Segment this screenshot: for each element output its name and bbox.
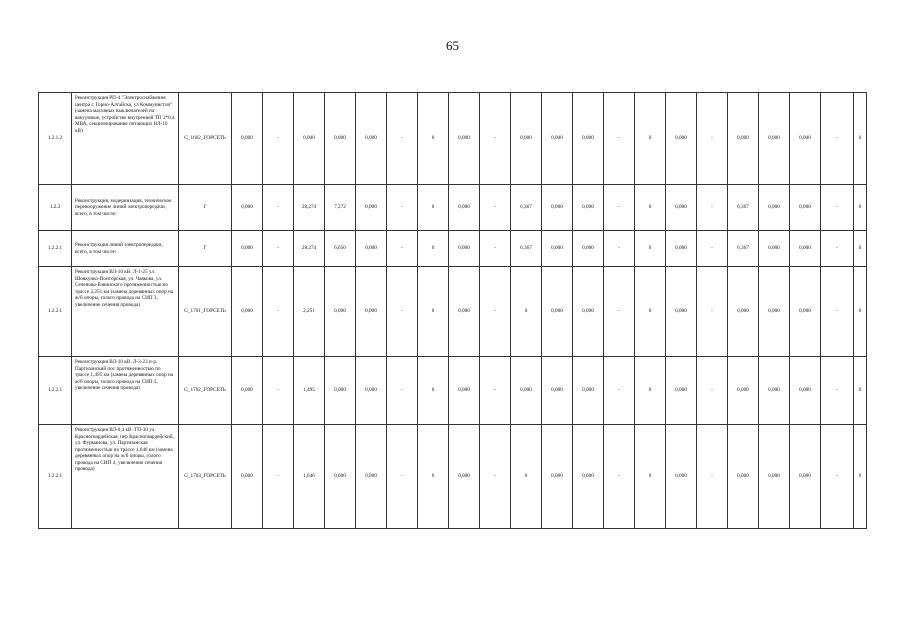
value-cell: - bbox=[697, 425, 728, 529]
value-cell: 0,000 bbox=[232, 267, 263, 357]
value-cell: 0 bbox=[418, 425, 449, 529]
value-cell: - bbox=[263, 357, 294, 425]
table-row bbox=[39, 93, 867, 185]
value-cell: 6,367 bbox=[511, 185, 542, 231]
value-cell: - bbox=[697, 267, 728, 357]
value-cell: 0,000 bbox=[542, 425, 573, 529]
value-cell: - bbox=[480, 185, 511, 231]
value-cell: - bbox=[604, 267, 635, 357]
value-cell: 0,000 bbox=[449, 185, 480, 231]
value-cell: 0,000 bbox=[449, 93, 480, 185]
value-cell: 0 bbox=[854, 93, 867, 185]
value-cell: 0,000 bbox=[666, 425, 697, 529]
value-cell: - bbox=[387, 231, 418, 267]
value-cell: 0,000 bbox=[728, 425, 759, 529]
value-cell: 0,000 bbox=[666, 185, 697, 231]
value-cell: 0 bbox=[854, 425, 867, 529]
value-cell: 0,000 bbox=[790, 231, 821, 267]
row-code: G_1701_ГОРСЕТЬ bbox=[179, 267, 232, 357]
value-cell: - bbox=[480, 357, 511, 425]
value-cell: 6,367 bbox=[511, 231, 542, 267]
value-cell: 0,000 bbox=[449, 425, 480, 529]
value-cell: - bbox=[697, 357, 728, 425]
value-cell: 0,000 bbox=[232, 231, 263, 267]
value-cell: - bbox=[387, 357, 418, 425]
row-number: 1.2.2.1 bbox=[39, 231, 72, 267]
table-row bbox=[39, 357, 867, 425]
value-cell: 0,000 bbox=[666, 267, 697, 357]
value-cell: 0,000 bbox=[759, 357, 790, 425]
value-cell: 0,000 bbox=[542, 231, 573, 267]
value-cell: 0,000 bbox=[573, 425, 604, 529]
value-cell: 0,000 bbox=[728, 93, 759, 185]
value-cell: - bbox=[480, 425, 511, 529]
value-cell: - bbox=[387, 93, 418, 185]
value-cell: 0,000 bbox=[449, 357, 480, 425]
value-cell: 6,367 bbox=[728, 231, 759, 267]
table-row bbox=[39, 231, 867, 267]
table-body bbox=[39, 93, 867, 529]
value-cell: 0,000 bbox=[232, 185, 263, 231]
value-cell: 0,000 bbox=[573, 231, 604, 267]
value-cell: 0,000 bbox=[759, 425, 790, 529]
value-cell: 0,000 bbox=[728, 267, 759, 357]
value-cell: - bbox=[821, 185, 854, 231]
value-cell: 28,274 bbox=[294, 185, 325, 231]
value-cell: - bbox=[263, 231, 294, 267]
value-cell: 0,000 bbox=[356, 93, 387, 185]
value-cell: 0,000 bbox=[232, 425, 263, 529]
value-cell: 0,000 bbox=[449, 231, 480, 267]
value-cell: 0,000 bbox=[542, 267, 573, 357]
row-number: 1.2.2.1 bbox=[39, 357, 72, 425]
value-cell: 0,000 bbox=[790, 267, 821, 357]
value-cell: 0 bbox=[418, 93, 449, 185]
value-cell: 0,000 bbox=[759, 231, 790, 267]
value-cell: 0,000 bbox=[325, 425, 356, 529]
value-cell: 0,000 bbox=[666, 231, 697, 267]
value-cell: 0 bbox=[854, 267, 867, 357]
value-cell: - bbox=[821, 267, 854, 357]
value-cell: 0 bbox=[635, 231, 666, 267]
value-cell: 0,000 bbox=[666, 93, 697, 185]
value-cell: 0,000 bbox=[511, 357, 542, 425]
row-code: Г bbox=[179, 231, 232, 267]
value-cell: 0,000 bbox=[294, 93, 325, 185]
value-cell: 6,367 bbox=[728, 185, 759, 231]
value-cell: 0,000 bbox=[542, 93, 573, 185]
value-cell: 0 bbox=[635, 185, 666, 231]
value-cell: - bbox=[821, 93, 854, 185]
value-cell: 0,000 bbox=[356, 357, 387, 425]
value-cell: 0 bbox=[418, 357, 449, 425]
value-cell: 0,000 bbox=[666, 357, 697, 425]
value-cell: 0,000 bbox=[759, 185, 790, 231]
value-cell: 0,000 bbox=[449, 267, 480, 357]
value-cell: 0 bbox=[854, 357, 867, 425]
value-cell: - bbox=[387, 267, 418, 357]
row-description: Реконструкция ВЛ-10 кВ. Л-3-23 п-р. Партизанский пос протяженностью по трассе 1,495 км (замена деревянных опор на ж/б опоры, голого провода на СИП 3, увеличение сечения провода) bbox=[72, 357, 179, 425]
value-cell: 0,000 bbox=[511, 93, 542, 185]
value-cell: 0 bbox=[511, 267, 542, 357]
value-cell: 0 bbox=[418, 185, 449, 231]
value-cell: 0,000 bbox=[356, 231, 387, 267]
value-cell: - bbox=[697, 93, 728, 185]
value-cell: 0 bbox=[635, 425, 666, 529]
value-cell: 0,000 bbox=[542, 185, 573, 231]
value-cell: 0,000 bbox=[542, 357, 573, 425]
value-cell: - bbox=[604, 425, 635, 529]
value-cell: - bbox=[604, 185, 635, 231]
value-cell: - bbox=[263, 425, 294, 529]
row-number: 1.2.2 bbox=[39, 185, 72, 231]
value-cell: - bbox=[821, 357, 854, 425]
value-cell: 1,646 bbox=[294, 425, 325, 529]
value-cell: 0,000 bbox=[759, 93, 790, 185]
value-cell: - bbox=[821, 425, 854, 529]
value-cell: 28,274 bbox=[294, 231, 325, 267]
value-cell: 0,000 bbox=[728, 357, 759, 425]
value-cell: 6,050 bbox=[325, 231, 356, 267]
value-cell: 2,251 bbox=[294, 267, 325, 357]
value-cell: 0,000 bbox=[232, 357, 263, 425]
value-cell: - bbox=[263, 93, 294, 185]
value-cell: 0 bbox=[635, 267, 666, 357]
value-cell: - bbox=[480, 267, 511, 357]
value-cell: 0,000 bbox=[573, 185, 604, 231]
value-cell: 0 bbox=[418, 231, 449, 267]
value-cell: - bbox=[604, 357, 635, 425]
value-cell: 0,000 bbox=[573, 93, 604, 185]
value-cell: 0,000 bbox=[790, 425, 821, 529]
value-cell: 0 bbox=[635, 357, 666, 425]
value-cell: 0 bbox=[418, 267, 449, 357]
row-description: Реконструкция ВЛ-0,4 кВ. ТП-30 ул. Красногвардейская, пер Красногвардейский, ул. Фурманова, ул. Партизанская протяженностью по трассе 1,646 км (замена деревянных опор на ж/б опоры, голого провода на СИП 4, увеличение сечения провода) bbox=[72, 425, 179, 529]
value-cell: 0,000 bbox=[790, 93, 821, 185]
table-row bbox=[39, 425, 867, 529]
value-cell: 0 bbox=[635, 93, 666, 185]
row-number: 1.2.2.1 bbox=[39, 425, 72, 529]
value-cell: - bbox=[480, 231, 511, 267]
value-cell: 0,000 bbox=[325, 357, 356, 425]
row-code: G_1702_ГОРСЕТЬ bbox=[179, 357, 232, 425]
row-code: G_1602_ГОРСЕТЬ bbox=[179, 93, 232, 185]
value-cell: - bbox=[263, 267, 294, 357]
value-cell: 0,000 bbox=[356, 185, 387, 231]
value-cell: 0 bbox=[511, 425, 542, 529]
investment-table bbox=[38, 92, 867, 529]
value-cell: - bbox=[697, 231, 728, 267]
row-number: 1.2.1.2 bbox=[39, 93, 72, 185]
value-cell: - bbox=[604, 93, 635, 185]
value-cell: - bbox=[387, 185, 418, 231]
value-cell: 0 bbox=[854, 231, 867, 267]
row-code: Г bbox=[179, 185, 232, 231]
value-cell: - bbox=[387, 425, 418, 529]
value-cell: - bbox=[263, 185, 294, 231]
row-description: Реконструкция ВЛ-10 кВ. Л-1-25 ул. Шовкунко-Понторская, ул. Чаякова, ул. Сеченова-Взвинского протяженностью по трассе 2,251 км (замена деревянных опор на ж/б опоры, голого провода на СИП 3, увеличение сечения провода) bbox=[72, 267, 179, 357]
value-cell: 0,000 bbox=[790, 357, 821, 425]
value-cell: - bbox=[604, 231, 635, 267]
row-code: G_1703_ГОРСЕТЬ bbox=[179, 425, 232, 529]
value-cell: 0,000 bbox=[356, 267, 387, 357]
value-cell: 0 bbox=[854, 185, 867, 231]
row-description: Реконструкция РП-4 "Электроснабжения центра г. Горно-Алтайска, ул Коммунистич"(замена масляных выключателей на вакуумные, устройство внутренней ТП 2*0,4 МВА, секционирование питающих ВЛ-10 кВ) bbox=[72, 93, 179, 185]
value-cell: - bbox=[821, 231, 854, 267]
value-cell: 0,000 bbox=[573, 267, 604, 357]
value-cell: 0,000 bbox=[759, 267, 790, 357]
value-cell: 0,000 bbox=[325, 93, 356, 185]
value-cell: - bbox=[697, 185, 728, 231]
value-cell: 0,000 bbox=[232, 93, 263, 185]
value-cell: 0,000 bbox=[325, 267, 356, 357]
value-cell: 7,272 bbox=[325, 185, 356, 231]
row-description: Реконструкция, модернизация, техническое перевооружение линий электропередачи, всего, в том числе: bbox=[72, 185, 179, 231]
value-cell: 1,495 bbox=[294, 357, 325, 425]
value-cell: 0,000 bbox=[573, 357, 604, 425]
page-number: 65 bbox=[446, 38, 459, 53]
row-number: 1.2.2.1 bbox=[39, 267, 72, 357]
value-cell: 0,000 bbox=[356, 425, 387, 529]
table-row bbox=[39, 267, 867, 357]
value-cell: - bbox=[480, 93, 511, 185]
value-cell: 0,000 bbox=[790, 185, 821, 231]
row-description: Реконструкция линий электропередачи, всего, в том числе: bbox=[72, 231, 179, 267]
table-row bbox=[39, 185, 867, 231]
